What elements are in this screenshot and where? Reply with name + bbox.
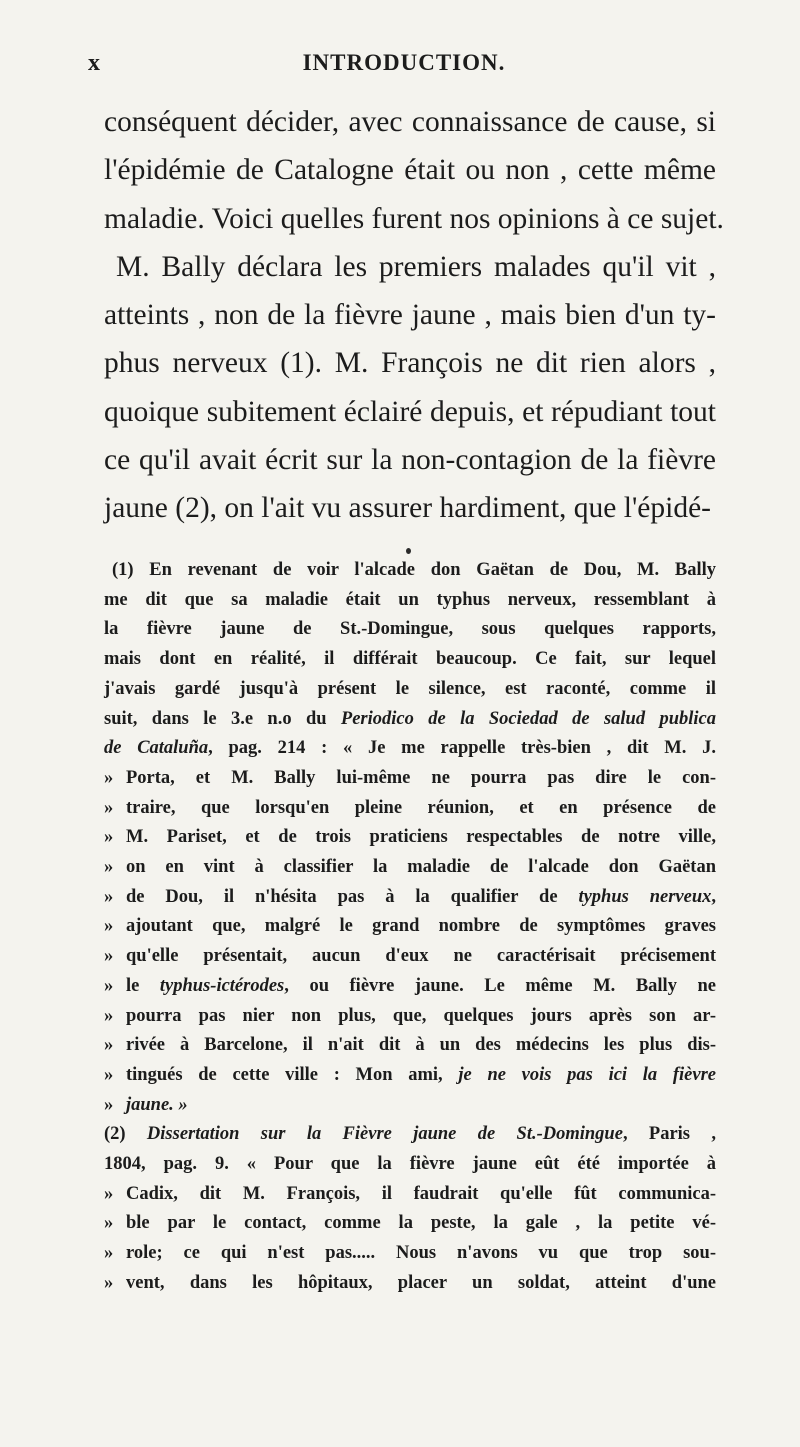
page-number: x (88, 50, 100, 76)
body-line: maladie. Voici quelles furent nos opinions à ce sujet. (104, 202, 724, 235)
footnote-line (104, 705, 716, 735)
footnote-line (104, 823, 716, 853)
footnote-line: me dit que sa maladie était un typhus nerveux, ressemblant à (104, 589, 716, 610)
quote-mark: » (104, 916, 114, 937)
footnote-line (104, 1180, 716, 1210)
quote-mark: » (104, 1064, 114, 1085)
quote-mark: » (104, 1035, 114, 1056)
footnote-text: Cadix, dit M. François, il faudrait qu'elle fût communica- (126, 1183, 716, 1204)
body-line: jaune (2), on l'ait vu assurer hardiment, que l'épidé- (104, 492, 711, 525)
page-header (88, 50, 720, 86)
footnote-text: , ou fièvre jaune. Le même M. Bally ne (284, 975, 716, 996)
footnote-line: j'avais gardé jusqu'à présent le silence, est raconté, comme il (104, 678, 716, 699)
footnote-line (104, 1091, 716, 1121)
quote-mark: » (104, 975, 114, 996)
footnote-line (104, 883, 716, 913)
journal-title: de Cataluña (104, 738, 209, 759)
body-line: conséquent décider, avec connaissance de cause, si (104, 106, 716, 138)
footnote-line (104, 1209, 716, 1239)
footnote-text: on en vint à classifier la maladie de l'alcade don Gaëtan (126, 857, 716, 878)
footnote-text: , pag. 214 : « Je me rappelle très-bien , dit M. J. (208, 738, 716, 759)
footnote-text: suit, dans le 3.e n.o du (104, 708, 341, 729)
ink-dot (406, 548, 411, 554)
footnote-line: mais dont en réalité, il différait beaucoup. Ce fait, sur lequel (104, 649, 716, 670)
quote-mark: » (104, 1094, 114, 1115)
footnote-text: traire, que lorsqu'en pleine réunion, et en présence de (126, 797, 716, 818)
footnote-text: , Paris , (622, 1124, 716, 1145)
footnote-line (104, 942, 716, 972)
quote-mark: » (104, 857, 114, 878)
running-title: INTRODUCTION. (302, 50, 506, 75)
quote-mark: » (104, 1243, 114, 1264)
quote-mark: » (104, 886, 114, 907)
footnote-text: tingués de cette ville : Mon ami, (126, 1064, 459, 1085)
footnote-line (104, 734, 716, 764)
italic-quote: je ne vois pas ici la fièvre (458, 1064, 716, 1085)
body-line: phus nerveux (1). M. François ne dit rien alors , (104, 347, 716, 380)
italic-term: typhus-ictérodes (159, 975, 285, 996)
footnote-line (104, 912, 716, 942)
footnote-text: le (126, 975, 160, 996)
footnote-line (104, 1120, 716, 1150)
footnote-line: (1) En revenant de voir l'alcade don Gaëtan de Dou, M. Bally (112, 560, 716, 580)
quote-mark: » (104, 767, 114, 788)
footnotes (104, 556, 716, 1299)
footnote-line (104, 972, 716, 1002)
footnote-line: 1804, pag. 9. « Pour que la fièvre jaune eût été importée à (104, 1154, 716, 1175)
main-text (104, 98, 724, 533)
footnote-line (104, 1002, 716, 1032)
footnote-line (104, 794, 716, 824)
footnote-text: Porta, et M. Bally lui-même ne pourra pas dire le con- (126, 767, 716, 788)
footnote-text: ajoutant que, malgré le grand nombre de symptômes graves (126, 916, 716, 937)
footnote-text: role; ce qui n'est pas..... Nous n'avons vu que trop sou- (126, 1243, 716, 1264)
footnote-text: M. Pariset, et de trois praticiens respectables de notre ville, (126, 827, 716, 848)
footnote-text: , (711, 886, 716, 907)
footnote-line (104, 764, 716, 794)
footnote-line (104, 1269, 716, 1299)
footnote-line (104, 1061, 716, 1091)
quote-mark: » (104, 797, 114, 818)
footnote-line (104, 853, 716, 883)
quote-mark: » (104, 827, 114, 848)
quote-mark: » (104, 1005, 114, 1026)
footnote-text: pourra pas nier non plus, que, quelques jours après son ar- (126, 1005, 716, 1026)
quote-mark: » (104, 1272, 114, 1293)
journal-title: Periodico de la Sociedad de salud publica (340, 708, 716, 729)
footnote-text: ble par le contact, comme la peste, la gale , la petite vé- (126, 1213, 716, 1234)
body-line: ce qu'il avait écrit sur la non-contagion de la fièvre (104, 444, 716, 477)
quote-mark: » (104, 1213, 114, 1234)
footnote-text: (2) (104, 1124, 147, 1145)
body-line: atteints , non de la fièvre jaune , mais bien d'un ty- (104, 299, 716, 332)
body-line: quoique subitement éclairé depuis, et répudiant tout (104, 395, 716, 428)
footnote-line: la fièvre jaune de St.-Domingue, sous quelques rapports, (104, 619, 716, 640)
footnote-line (104, 1239, 716, 1269)
italic-term: typhus nerveux (578, 886, 712, 907)
footnote-text: de Dou, il n'hésita pas à la qualifier de (126, 886, 579, 907)
footnote-text: qu'elle présentait, aucun d'eux ne caractérisait précisement (126, 946, 716, 967)
body-line: M. Bally déclara les premiers malades qu'il vit , (116, 250, 716, 283)
book-title: Dissertation sur la Fièvre jaune de St.-Domingue (146, 1124, 623, 1145)
quote-mark: » (104, 946, 114, 967)
footnote-text: vent, dans les hôpitaux, placer un soldat, atteint d'une (126, 1272, 716, 1293)
footnote-line (104, 1031, 716, 1061)
italic-quote: jaune. » (126, 1094, 188, 1115)
footnote-text: rivée à Barcelone, il n'ait dit à un des médecins les plus dis- (126, 1035, 716, 1056)
body-line: l'épidémie de Catalogne était ou non , cette même (104, 154, 716, 187)
quote-mark: » (104, 1183, 114, 1204)
